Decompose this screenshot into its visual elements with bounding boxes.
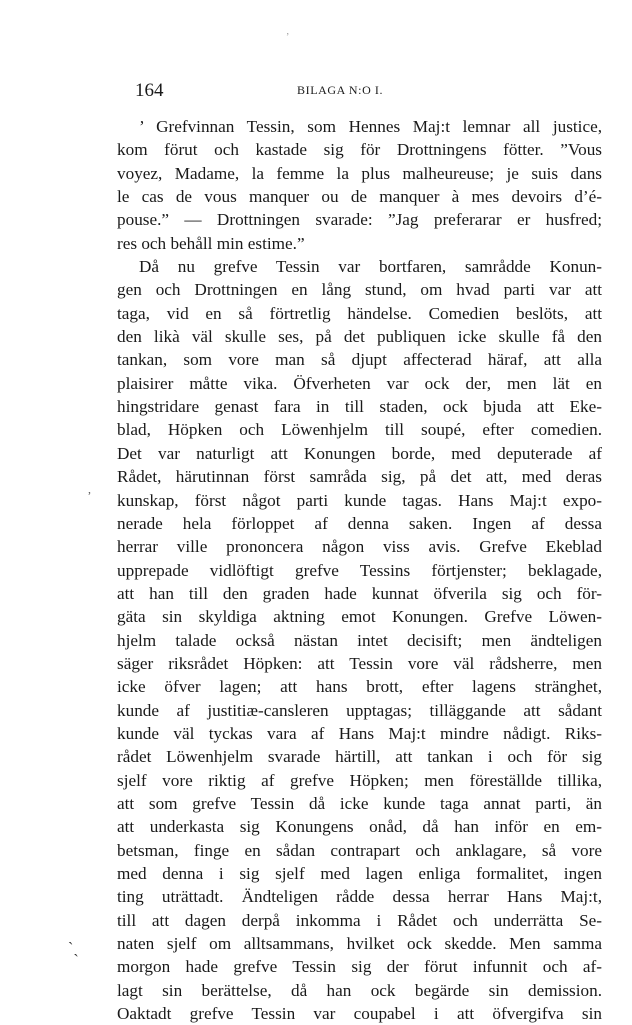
body-text (117, 115, 602, 1025)
text-line: den likà väl skulle ses, på det publiquen icke skulle få den (117, 327, 602, 347)
text-line: taga, vid en så förtretlig händelse. Comedien beslöts, att (117, 303, 602, 323)
text-line: tankan, som vore man så djupt affecterad häraf, att alla (117, 350, 602, 370)
text-line: kom förut och kastade sig för Drottningens fötter. ”Vous (117, 140, 602, 160)
text-line: Det var naturligt att Konungen borde, med deputerade af (117, 443, 602, 463)
text-line: Rådet, härutinnan först samråda sig, på det att, med deras (117, 467, 602, 487)
text-line: ting uträttadt. Ändteligen rådde dessa herrar Hans Maj:t, (117, 887, 602, 907)
text-line: rådet Löwenhjelm svarade härtill, att tankan i och för sig (117, 747, 602, 767)
text-line: morgon hade grefve Tessin sig der förut infunnit och af- (117, 957, 602, 977)
text-line: upprepade vidlöftigt grefve Tessins förtjenster; beklagade, (117, 560, 602, 580)
page-header (117, 80, 602, 104)
text-line: att som grefve Tessin då icke kunde taga annat parti, än (117, 793, 602, 813)
text-line: med denna i sig sjelf med lagen enliga formalitet, ingen (117, 864, 602, 883)
text-line: blad, Höpken och Löwenhjelm till soupé, efter comedien. (117, 420, 602, 440)
text-line: säger riksrådet Höpken: att Tessin vore väl rådsherre, men (117, 653, 602, 673)
corner-mark: `ˎ (68, 940, 79, 957)
text-line: Då nu grefve Tessin var bortfaren, samrådde Konun- (139, 257, 602, 277)
text-line: kunde af justitiæ-cansleren upptagas; tilläggande att sådant (117, 700, 602, 720)
text-line: naten sjelf om alltsammans, hvilket ock skedde. Men samma (117, 934, 602, 954)
text-line: att han till den graden hade kunnat öfverila sig och för- (117, 583, 602, 603)
page-number: 164 (135, 80, 164, 101)
margin-mark: , (88, 482, 91, 496)
text-line: hingstridare genast fara in till staden, ock bjuda att Eke- (117, 397, 602, 417)
text-line: att underkasta sig Konungens onåd, då han inför en em- (117, 817, 602, 837)
text-line: pouse.” — Drottningen svarade: ”Jag preferarar er husfred; (117, 210, 602, 230)
text-line: plaisirer måtte vika. Öfverheten var ock der, men lät en (117, 373, 602, 393)
text-line: kunskap, först något parti kunde tagas. Hans Maj:t expo- (117, 490, 602, 510)
text-line: till att dagen derpå inkomma i Rådet och underrätta Se- (117, 910, 602, 930)
text-line: voyez, Madame, la femme la plus malheureuse; je suis dans (117, 163, 602, 183)
text-line: betsman, finge en sådan contrapart och anklagare, så vore (117, 840, 602, 860)
text-line: res och behåll min estime.” (117, 233, 305, 253)
text-line: icke öfver lagen; att hans brott, efter lagens stränghet, (117, 677, 602, 697)
text-line: ’ Grefvinnan Tessin, som Hennes Maj:t lemnar all justice, (139, 117, 602, 136)
text-line: gäta sin skyldiga aktning emot Konungen. Grefve Löwen- (117, 607, 602, 627)
print-speck: ʼ (286, 32, 290, 43)
text-line: nerade hela förloppet af denna saken. Ingen af dessa (117, 513, 602, 533)
text-line: lagt sin berättelse, då han ock begärde sin demission. (117, 980, 602, 1000)
text-line: Oaktadt grefve Tessin var coupabel i att öfvergifva sin (117, 1004, 602, 1024)
text-line: le cas de vous manquer ou de manquer à mes devoirs d’é- (117, 187, 602, 207)
running-head: BILAGA N:O I. (297, 83, 384, 97)
text-line: gen och Drottningen en lång stund, om hvad parti var att (117, 280, 602, 300)
text-line: kunde väl tyckas vara af Hans Maj:t mindre nådigt. Riks- (117, 723, 602, 743)
text-line: sjelf vore riktig af grefve Höpken; men föreställde tillika, (117, 770, 602, 790)
text-line: hjelm talade också nästan intet decisift; men ändteligen (117, 630, 602, 650)
text-line: herrar ville prononcera någon viss avis. Grefve Ekeblad (117, 537, 602, 557)
